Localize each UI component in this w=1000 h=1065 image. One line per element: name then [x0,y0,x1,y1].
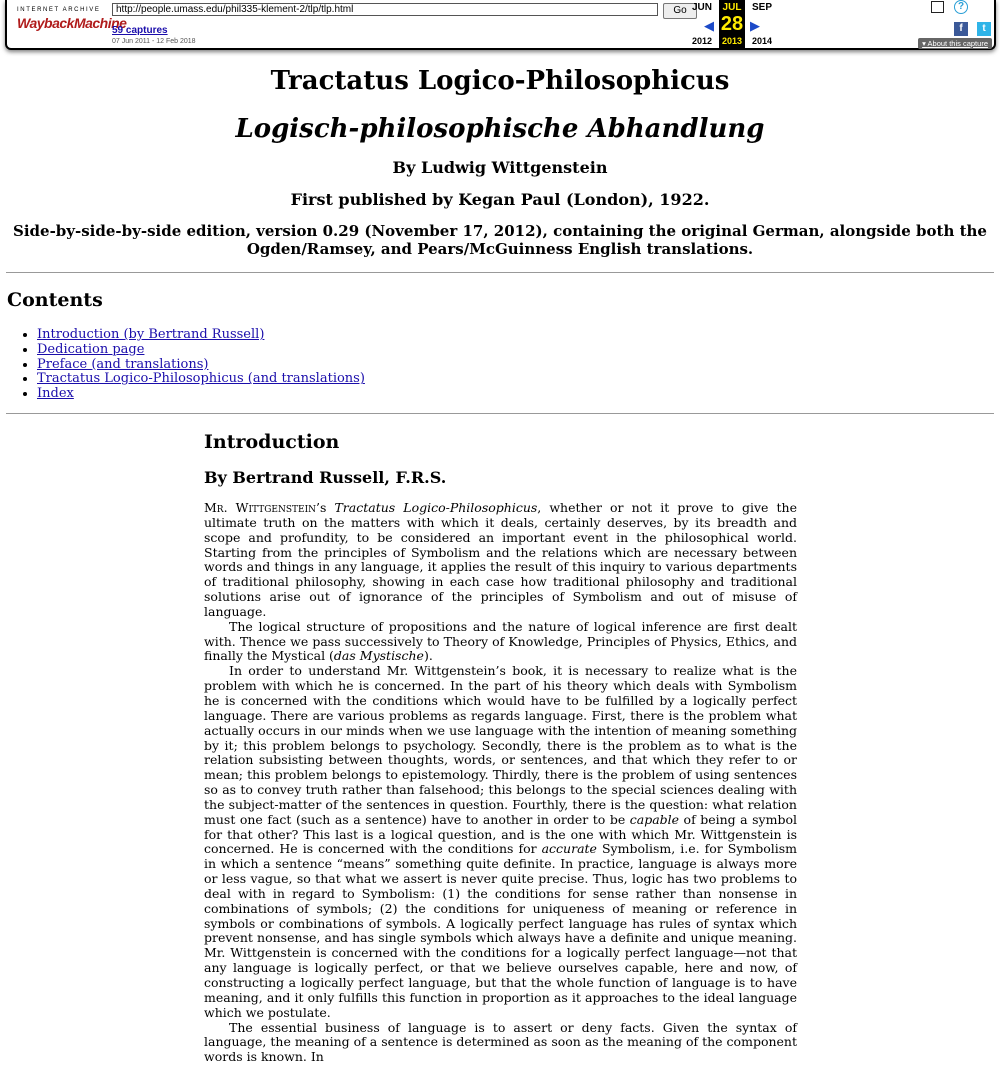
toc-link-dedication[interactable]: Dedication page [37,341,145,357]
toc-link-index[interactable]: Index [37,386,74,402]
page-title: Tractatus Logico-Philosophicus [270,66,730,96]
wayback-logo[interactable] [17,7,127,33]
about-capture-link[interactable]: ▾ About this capture [918,38,992,49]
next-month-label: SEP [751,2,772,13]
help-icon[interactable]: ? [954,0,968,14]
edition-line: Side-by-side-by-side edition, version 0.29 (November 17, 2012), containing the original German, alongside both the Ogden/Ramsey, and Pears/McGuinness English translations. [13,222,987,258]
calendar-current [719,0,745,48]
toc-item [37,343,365,358]
current-month-label: JUL [722,2,742,13]
divider [6,413,994,414]
capture-range: 07 Jun 2011 - 12 Feb 2018 [112,38,196,45]
paragraph-3: In order to understand Mr. Wittgenstein’s book, it is necessary to realize what is the problem with which he is concerned. In the part of his theory which deals with Symbolism he is concerned with the conditions which would have to be fulfilled by a logically perfect language. There are various problems as regards language. First, there is the problem what actually occurs in our minds when we use language with the intention of meaning something by it; this problem belongs to psychology. Secondly, there is the problem as to what is the relation subsisting between thoughts, words, or sentences, and that which they refer to or mean; this problem belongs to epistemology. Thirdly, there is the problem of using sentences so as to convey truth rather than falsehood; this belongs to the special sciences dealing with the subject-matter of the sentences in question. Fourthly, there is the question: what relation must one fact (such as a sentence) have to another in order to be capable of being a symbol for that other? This last is a logical question, and is the one with which Mr. Wittgenstein is concerned. He is concerned with the conditions for accurate Symbolism, i.e. for Symbolism in which a sentence “means” something quite definite. In practice, language is always more or less vague, so that what we assert is never quite precise. Thus, logic has two problems to deal with in regard to Symbolism: (1) the conditions for sense rather than nonsense in combinations of symbols; (2) the conditions for uniqueness of meaning or reference in symbols or combinations of symbols. A logically perfect language has rules of syntax which prevent nonsense, and has single symbols which always have a definite and unique meaning. Mr. Wittgenstein is concerned with the conditions for a logically perfect language—not that any language is logically perfect, or that we believe ourselves capable, here and now, of constructing a logically perfect language, but that the whole function of language is to have meaning, and it only fulfills this function in proportion as it approaches to the ideal language which we postulate. [204,663,798,1020]
toc-link-introduction[interactable]: Introduction (by Bertrand Russell) [37,327,265,342]
paragraph-4: The essential business of language is to assert or deny facts. Given the syntax of language, the meaning of a sentence is determined as soon as the meaning of the component words is known. In [204,1019,797,1065]
publication-line: First published by Kegan Paul (London), 1922. [290,190,710,209]
paragraph-1: Mr. Wittgenstein’s Tractatus Logico-Philosophicus, whether or not it prove to give the ultimate truth on the matters with which it deals, certainly deserves, by its breadth and scope and profundity, to be considered an important event in the philosophical world. Starting from the principles of Symbolism and the relations which are necessary between words and things in any language, it applies the result of this inquiry to various departments of traditional philosophy, showing in each case how traditional philosophy and traditional solutions arise out of ignorance of the principles of Symbolism and out of misuse of language. [204,500,797,619]
contents-list [8,328,365,402]
introduction-body [204,501,797,1065]
prev-month-label: JUN [691,2,712,13]
go-button[interactable]: Go [663,3,697,19]
prev-year-label: 2012 [691,36,713,46]
wayback-url-input[interactable]: http://people.umass.edu/phil335-klement-2/tlp/tlp.html [112,3,658,16]
introduction-heading: Introduction [204,431,340,453]
paragraph-2: The logical structure of propositions and the nature of logical inference are first dealt with. Thence we pass successively to Theory of Knowledge, Principles of Physics, Ethics, and finally the Mystical (das Mystische). [204,618,797,664]
toc-item [37,387,365,402]
toc-item [37,372,365,387]
wayback-toolbar [5,0,996,50]
prev-arrow-icon[interactable]: ◀ [704,18,714,33]
toc-item [37,358,365,373]
facebook-icon[interactable]: f [954,22,968,36]
window-icon[interactable] [931,1,944,13]
next-year-label: 2014 [751,36,773,46]
author-line: By Ludwig Wittgenstein [392,158,608,177]
page-subtitle-german: Logisch-philosophische Abhandlung [235,114,765,144]
current-day-label: 28 [720,13,744,35]
next-arrow-icon[interactable]: ▶ [750,18,760,33]
chevron-down-icon: ▾ [922,39,928,48]
introduction-byline: By Bertrand Russell, F.R.S. [204,468,447,487]
book-title-italic: Tractatus Logico-Philosophicus [334,500,538,515]
wayback-logo-main: WaybackMachine [17,15,127,31]
captures-link[interactable]: 59 captures [112,25,168,36]
wayback-logo-top: INTERNET ARCHIVE [17,7,101,13]
twitter-icon[interactable]: t [977,22,991,36]
toc-item [37,328,365,343]
contents-heading: Contents [7,289,103,311]
toc-link-preface[interactable]: Preface (and translations) [37,356,209,372]
current-year-label: 2013 [721,36,743,46]
toc-link-tractatus[interactable]: Tractatus Logico-Philosophicus (and translations) [37,371,365,387]
author-name-smallcaps: Mr. Wittgenstein [204,500,316,515]
divider [6,272,994,273]
